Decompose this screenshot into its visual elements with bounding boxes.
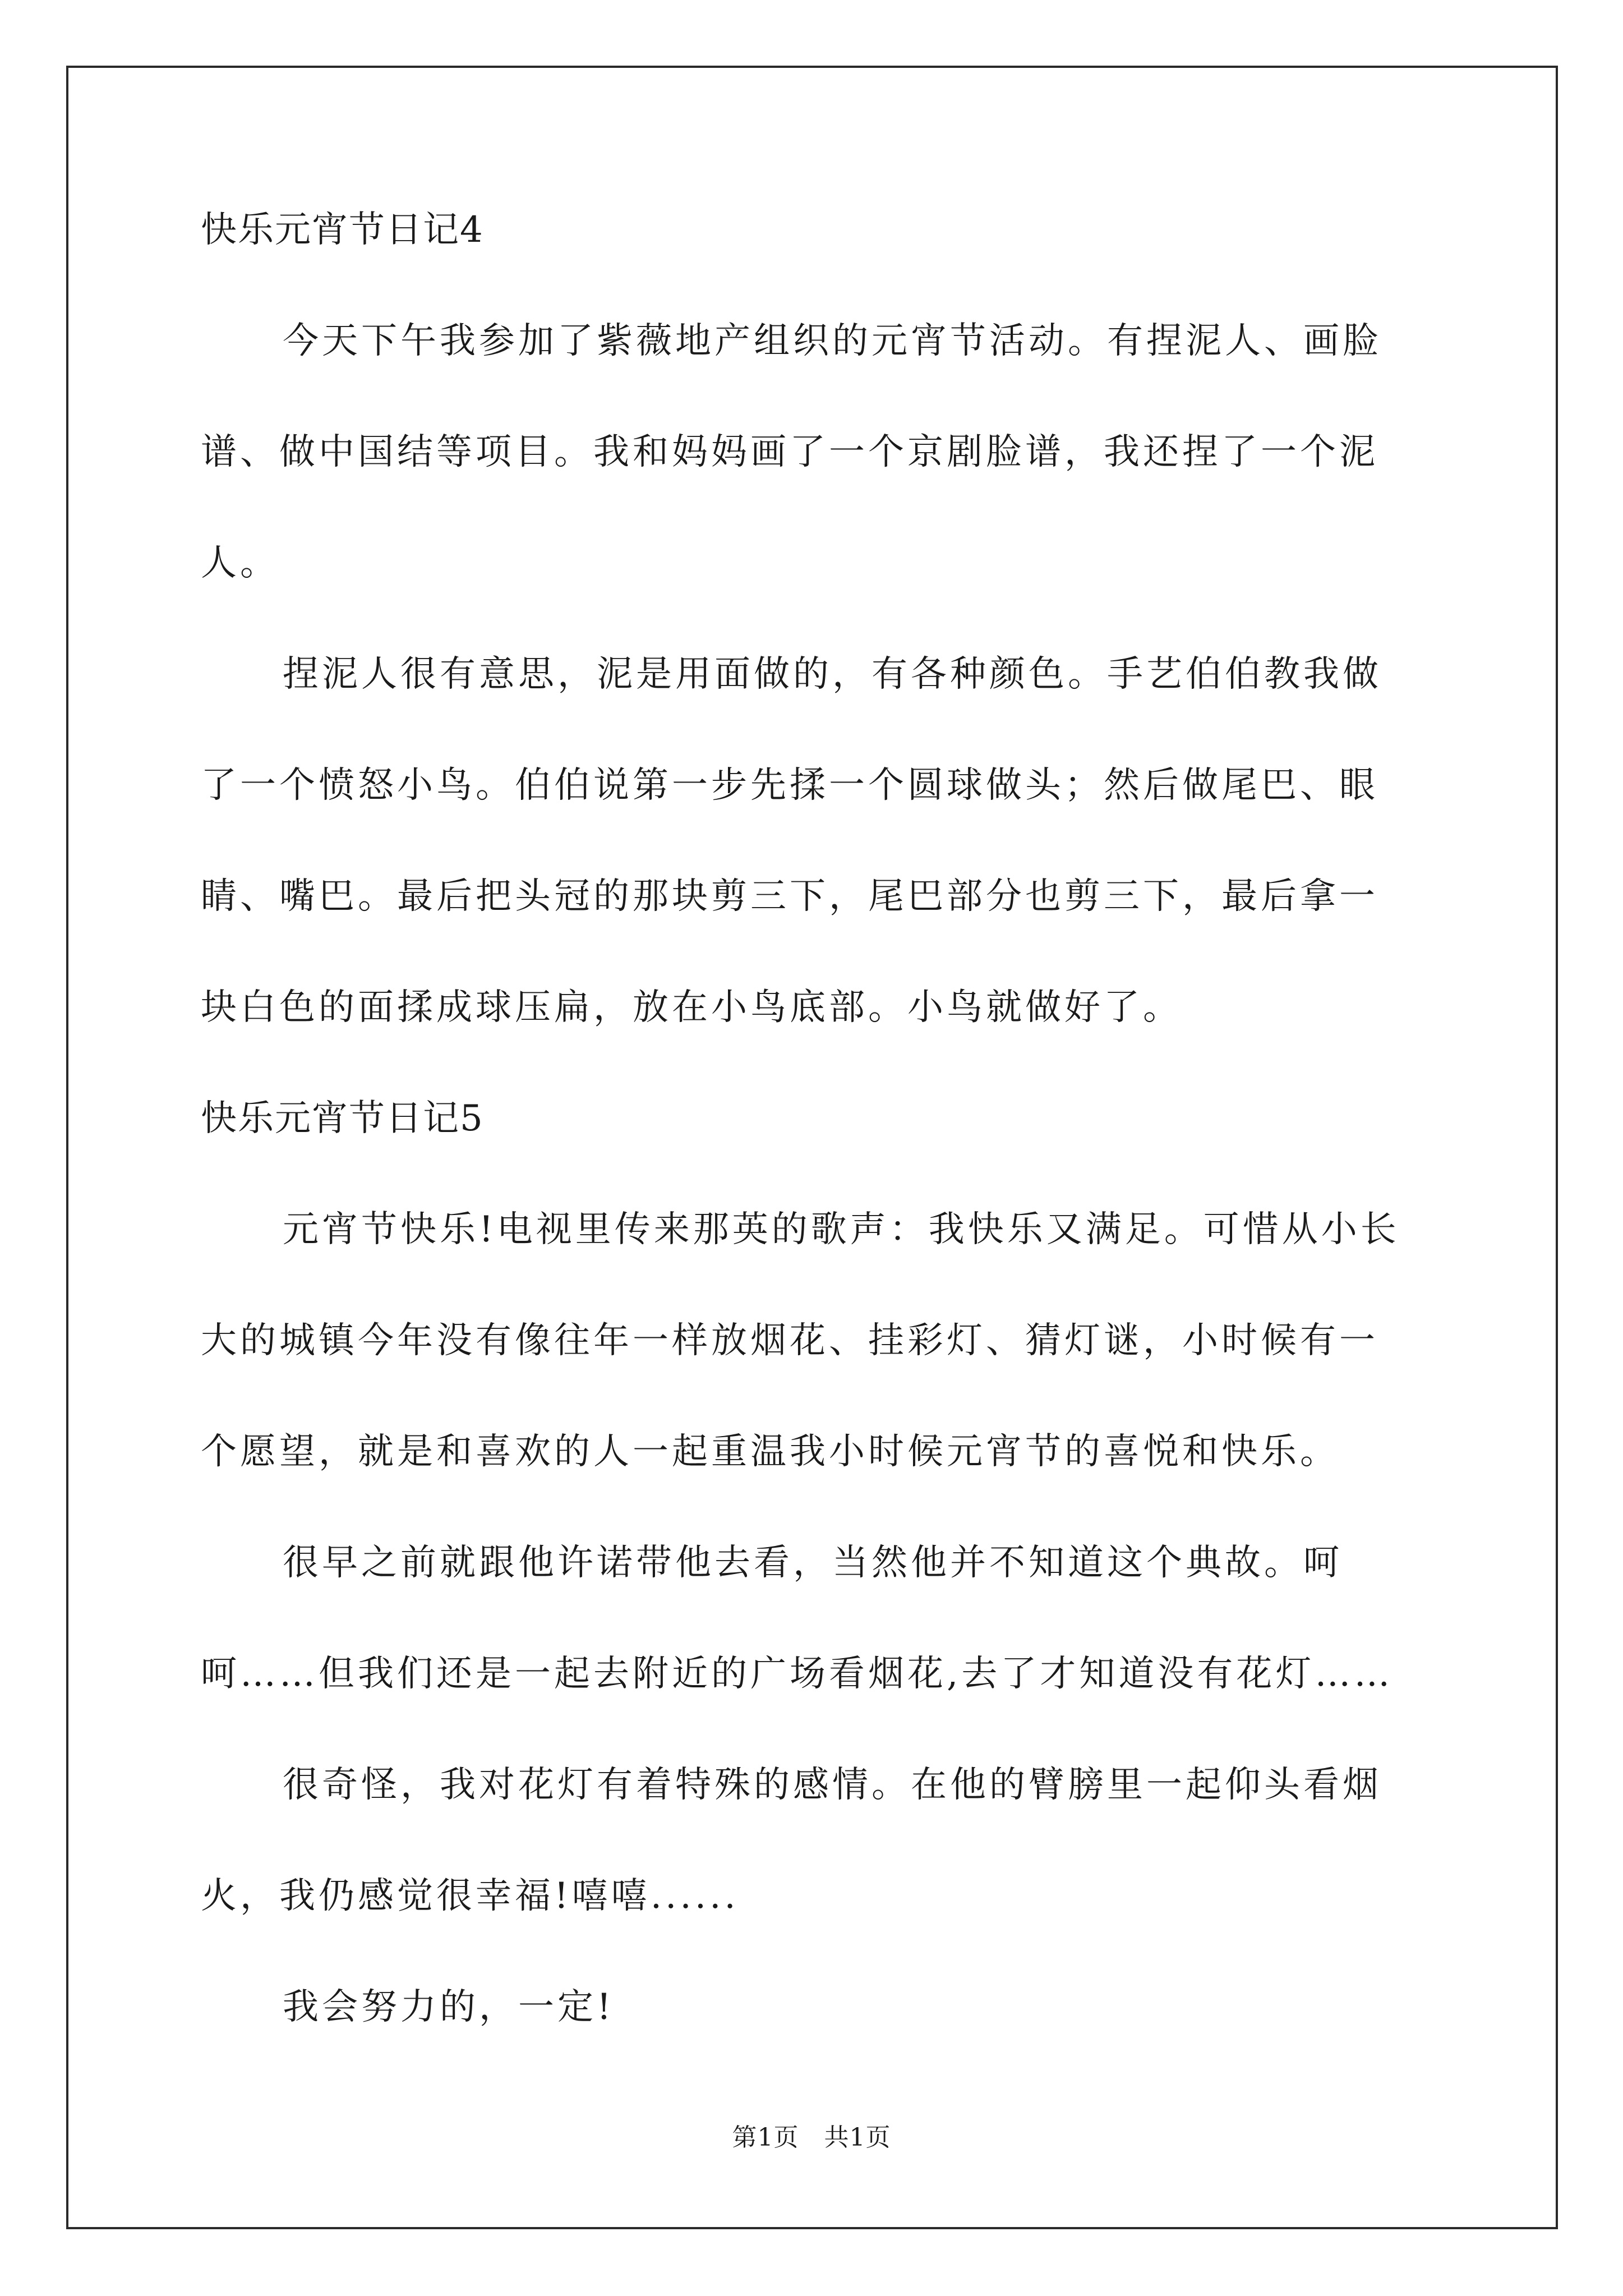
paragraph-line: 个愿望，就是和喜欢的人一起重温我小时候元宵节的喜悦和快乐。 — [201, 1431, 1339, 1473]
paragraph — [201, 1538, 1429, 1699]
paragraph-line: 人。 — [201, 542, 279, 584]
paragraph-line: 睛、嘴巴。最后把头冠的那块剪三下，尾巴部分也剪三下，最后拿一 — [201, 876, 1378, 917]
paragraph-line: 捏泥人很有意思，泥是用面做的，有各种颜色。手艺伯伯教我做 — [283, 654, 1382, 695]
section-heading: 快乐元宵节日记4 — [201, 209, 484, 251]
paragraph-line: 呵……但我们还是一起去附近的广场看烟花,去了才知道没有花灯…… — [201, 1653, 1394, 1695]
page-number-footer: 第1页 共1页 — [732, 2123, 891, 2152]
paragraph-line: 很早之前就跟他许诺带他去看，当然他并不知道这个典故。呵 — [283, 1542, 1343, 1584]
paragraph — [201, 1982, 1429, 2032]
paragraph-line: 元宵节快乐!电视里传来那英的歌声：我快乐又满足。可惜从小长 — [283, 1209, 1400, 1250]
paragraph-line: 火，我仍感觉很幸福!嘻嘻...... — [201, 1875, 739, 1917]
paragraph-line: 今天下午我参加了紫薇地产组织的元宵节活动。有捏泥人、画脸 — [283, 320, 1382, 362]
paragraph-line: 谱、做中国结等项目。我和妈妈画了一个京剧脸谱，我还捏了一个泥 — [201, 431, 1378, 473]
paragraph-line: 了一个愤怒小鸟。伯伯说第一步先揉一个圆球做头；然后做尾巴、眼 — [201, 765, 1378, 806]
section-heading: 快乐元宵节日记5 — [201, 1098, 484, 1139]
paragraph-line: 大的城镇今年没有像往年一样放烟花、挂彩灯、猜灯谜，小时候有一 — [201, 1320, 1378, 1361]
paragraph — [201, 316, 1429, 588]
paragraph-line: 我会努力的，一定! — [283, 1986, 615, 2028]
paragraph-line: 很奇怪，我对花灯有着特殊的感情。在他的臂膀里一起仰头看烟 — [283, 1764, 1382, 1806]
paragraph — [201, 1760, 1429, 1921]
document-body — [201, 205, 1429, 2093]
paragraph — [201, 1204, 1429, 1477]
paragraph-line: 块白色的面揉成球压扁，放在小鸟底部。小鸟就做好了。 — [201, 987, 1182, 1028]
paragraph — [201, 649, 1429, 1033]
